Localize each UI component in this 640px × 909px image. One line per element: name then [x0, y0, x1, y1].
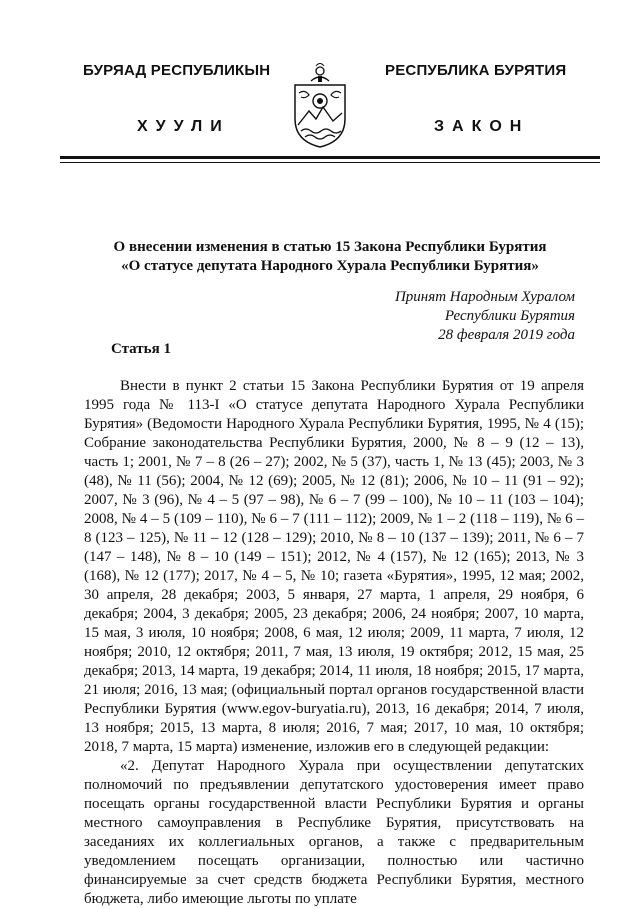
adoption-note-line1: Принят Народным Хуралом: [394, 289, 575, 305]
header-right-subtitle: ЗАКОН: [434, 118, 530, 135]
body-paragraph-2: «2. Депутат Народного Хурала при осуществлении депутатских полномочий по предъявлении депутатского удостоверения имеет право посещать органы государственной власти Республики Бурятия и органы местного самоуправления в Республике Бурятия, присутствовать на заседаниях их коллегиальных органов, а также с предварительным уведомлением посещать организации, полностью или частично финансируемые за счет средств бюджета Республики Бурятия, местного бюджета, либо имеющие льготы по уплате: [84, 758, 584, 907]
adoption-note: [395, 288, 575, 345]
coat-of-arms-icon: [289, 63, 351, 149]
header-right-title: РЕСПУБЛИКА БУРЯТИЯ: [385, 62, 567, 79]
header-left-title: БУРЯАД РЕСПУБЛИКЫН: [83, 62, 271, 79]
header-left-subtitle: ХУУЛИ: [137, 118, 230, 135]
body-paragraph-1: Внести в пункт 2 статьи 15 Закона Республики Бурятия от 19 апреля 1995 года № 113-I «О статусе депутата Народного Хурала Республики Бурятия» (Ведомости Народного Хурала Республики Бурятия, 1995, № 4 (15); Собрание законодательства Республики Бурятия, 2000, № 8 – 9 (12 – 13), часть 1; 2001, № 7 – 8 (26 – 27); 2002, № 5 (37), часть 1, № 13 (45); 2003, № 3 (48), № 11 (56); 2004, № 12 (69); 2005, № 12 (81); 2006, № 10 – 11 (91 – 92); 2007, № 3 (96), № 4 – 5 (97 – 98), № 6 – 7 (99 – 100), № 10 – 11 (103 – 104); 2008, № 4 – 5 (109 – 110), № 6 – 7 (111 – 112); 2009, № 1 – 2 (118 – 119), № 6 – 8 (123 – 125), № 11 – 12 (128 – 129); 2010, № 8 – 10 (137 – 139); 2011, № 6 – 7 (147 – 148), № 8 – 10 (149 – 151); 2012, № 4 (157), № 12 (165); 2013, № 3 (168), № 12 (177); 2017, № 4 – 5, № 10; газета «Бурятия», 1995, 12 мая; 2002, 30 апреля, 28 декабря; 2003, 5 января, 27 марта, 1 апреля, 29 ноября, 6 декабря; 2004, 3 декабря; 2005, 23 декабря; 2006, 24 ноября; 2007, 10 марта, 15 мая, 3 июля, 10 ноября; 2008, 6 мая, 12 июля; 2009, 11 марта, 7 июля, 12 ноября; 2010, 12 октября; 2011, 7 мая, 13 июля, 19 октября; 2012, 15 мая, 25 декабря; 2013, 14 марта, 19 декабря; 2014, 11 июля, 18 ноября; 2015, 17 марта, 21 июля; 2016, 13 мая; (официальный портал органов государственной власти Республики Бурятия (www.egov-buryatia.ru), 2013, 16 декабря; 2014, 7 июля, 13 ноября; 2015, 13 марта, 8 июля; 2016, 7 мая; 2017, 10 мая, 10 октября; 2018, 7 марта, 15 марта) изменение, изложив его в следующей редакции:: [84, 378, 584, 755]
header-rule-thin: [60, 162, 600, 163]
header-rule-thick: [60, 156, 600, 159]
law-title-line1: О внесении изменения в статью 15 Закона Республики Бурятия: [113, 239, 547, 255]
article-body: [84, 377, 584, 909]
law-title-line2: «О статусе депутата Народного Хурала Республики Бурятия»: [121, 258, 539, 274]
adoption-date: 28 февраля 2019 года: [438, 327, 575, 343]
article-heading: Статья 1: [111, 341, 171, 357]
adoption-note-line2: Республики Бурятия: [444, 308, 575, 324]
